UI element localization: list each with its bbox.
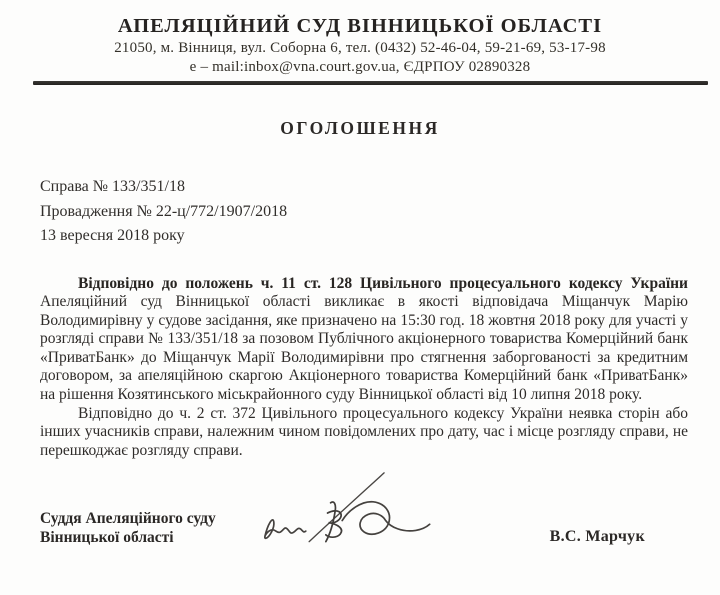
announcement-title: ОГОЛОШЕННЯ bbox=[280, 118, 440, 138]
body-paragraph: Відповідно до положень ч. 11 ст. 128 Цивільного процесуального кодексу України Апеляційний суд Вінницької області викликає в якості відповідача Міщанчук Марію Володимирівну у судове засідання, яке призначено на 15:30 год. 18 жовтня 2018 року для участі у розгляді справи № 133/351/18 за позовом Публічного акціонерного товариства Комерційний банк «ПриватБанк» до Міщанчук Марії Володимирівни про стягнення заборгованості за кредитним договором, за апеляційною скаргою Акціонерного товариства Комерційний банк «ПриватБанк» на рішення Козятинського міськрайонного суду Вінницької області від 10 липня 2018 року. bbox=[40, 274, 688, 404]
judge-name: В.С. Марчук bbox=[549, 528, 645, 546]
handwritten-signature-icon bbox=[238, 462, 443, 559]
case-info-block bbox=[40, 175, 720, 249]
document-body bbox=[40, 275, 688, 461]
document-date: 13 вересня 2018 року bbox=[40, 227, 185, 244]
judge-title-line2: Вінницької області bbox=[40, 528, 174, 546]
judge-title-line1: Суддя Апеляційного суду bbox=[40, 510, 216, 528]
case-number: Справа № 133/351/18 bbox=[40, 178, 185, 195]
proceeding-number: Провадження № 22-ц/772/1907/2018 bbox=[40, 202, 288, 220]
letterhead bbox=[0, 0, 720, 85]
body-paragraph: Відповідно до ч. 2 ст. 372 Цивільного процесуального кодексу України неявка сторін або інших учасників справи, належним чином повідомлених про дату, час і місце розгляду справи, не перешкоджає розгляду справи. bbox=[40, 404, 688, 459]
judge-title bbox=[40, 510, 216, 547]
court-email: e – mail:inbox@vna.court.gov.ua, ЄДРПОУ 02890328 bbox=[189, 59, 531, 75]
letterhead-divider-rule bbox=[33, 81, 708, 85]
signature-block bbox=[0, 510, 720, 547]
court-name: АПЕЛЯЦІЙНИЙ СУД ВІННИЦЬКОЇ ОБЛАСТІ bbox=[117, 15, 603, 37]
court-address: 21050, м. Вінниця, вул. Соборна 6, тел. (0432) 52-46-04, 59-21-69, 53-17-98 bbox=[114, 40, 606, 56]
